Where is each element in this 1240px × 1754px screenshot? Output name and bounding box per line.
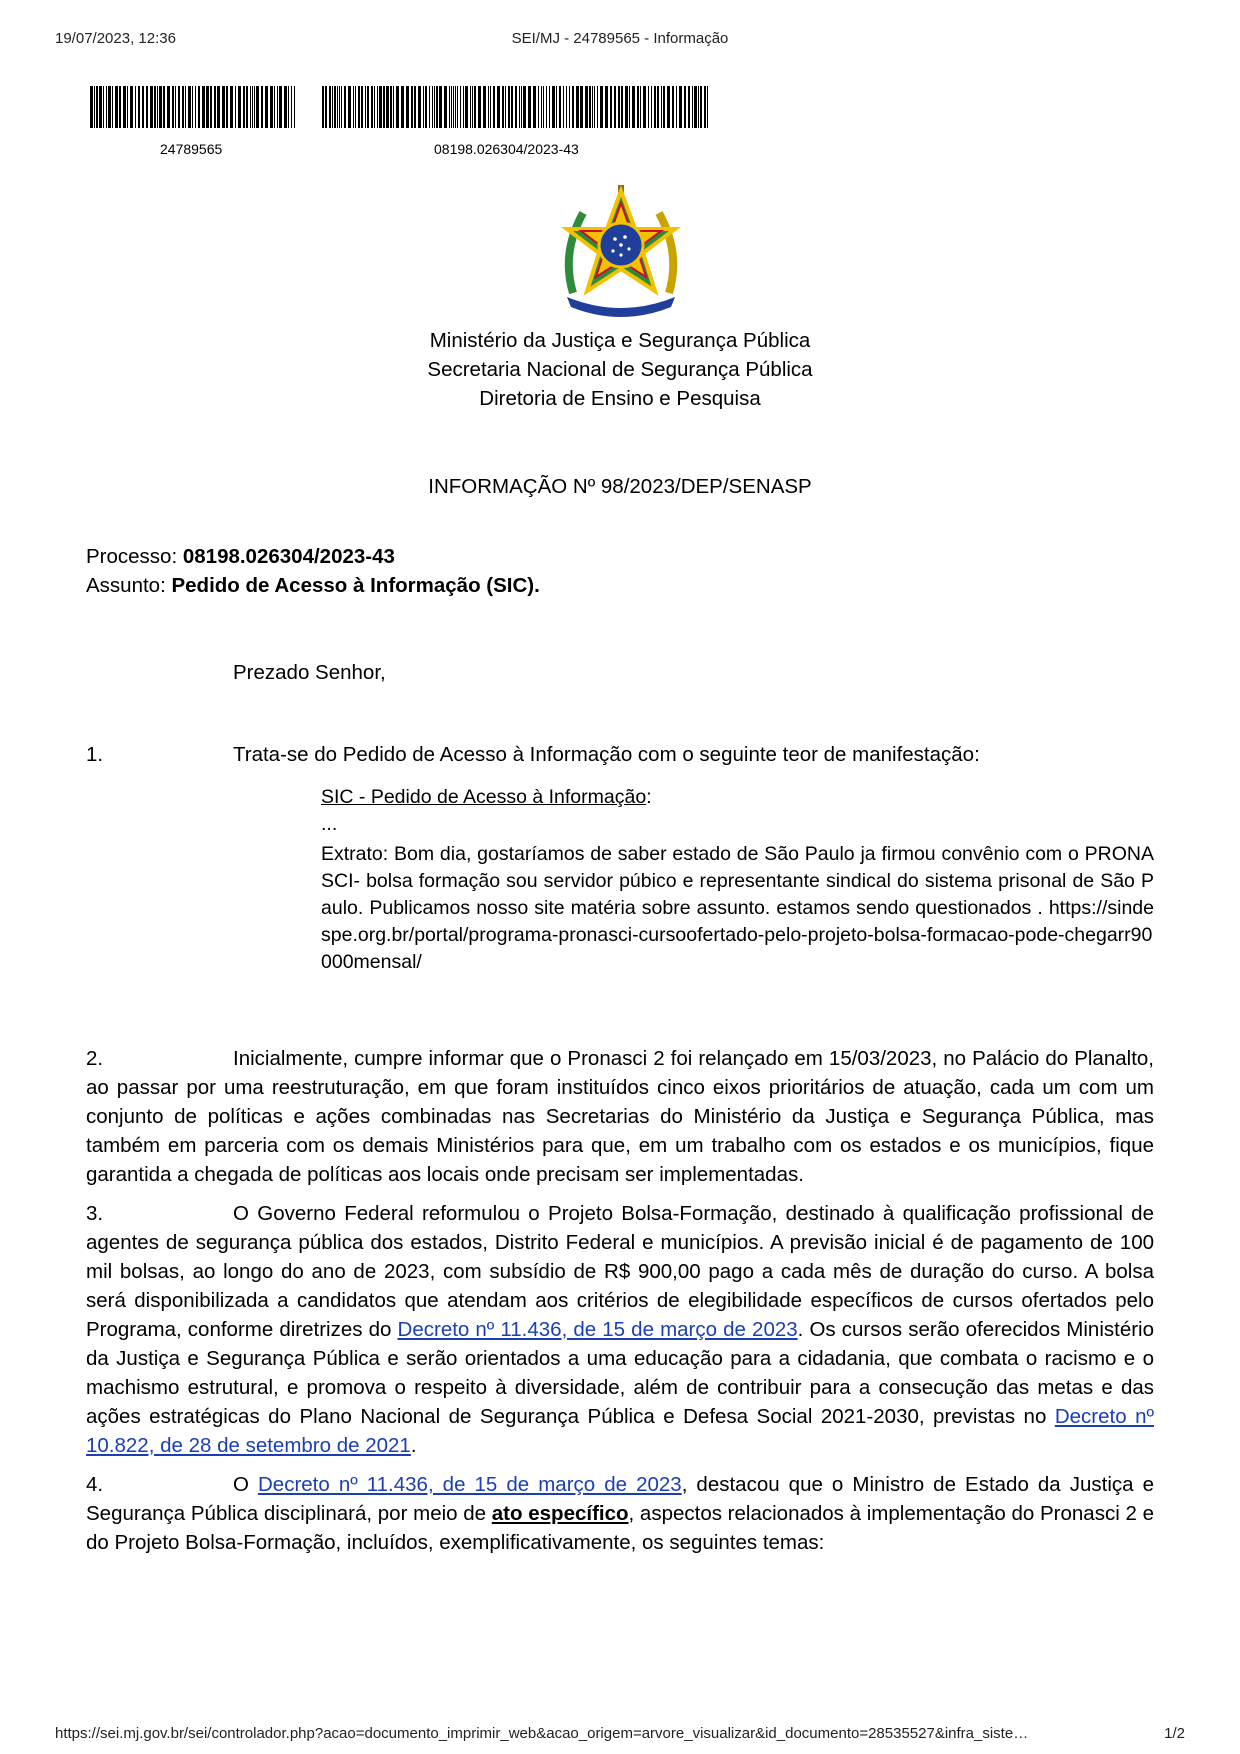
barcode-bar xyxy=(367,86,369,128)
barcode-bar xyxy=(474,86,476,128)
barcode-bar xyxy=(230,86,233,128)
barcode-bar xyxy=(580,86,583,128)
barcode-bar xyxy=(96,86,98,128)
barcode-bar xyxy=(235,86,236,128)
barcode-bar xyxy=(374,86,375,128)
paragraph-number: 2. xyxy=(86,1047,104,1070)
barcode-bar xyxy=(115,86,118,128)
barcode-bar xyxy=(519,86,520,128)
barcode-bar xyxy=(167,86,170,128)
barcode-bar xyxy=(256,86,259,128)
process-number-label: 08198.026304/2023-43 xyxy=(434,141,579,157)
barcode-bar xyxy=(341,86,342,128)
barcode-bar xyxy=(698,86,699,128)
barcode-bar xyxy=(159,86,162,128)
barcode-bar xyxy=(508,86,510,128)
barcode-bar xyxy=(348,86,351,128)
barcode-bar xyxy=(243,86,245,128)
barcode-bar xyxy=(432,86,433,128)
barcode-bar xyxy=(202,86,205,128)
barcode-bar xyxy=(353,86,354,128)
barcode-bar xyxy=(490,86,491,128)
barcode-bar xyxy=(610,86,612,128)
barcode-bar xyxy=(344,86,346,128)
barcode-bar xyxy=(589,86,591,128)
barcode-bar xyxy=(222,86,225,128)
paragraph-text: . xyxy=(410,1434,417,1457)
page-number: 1/2 xyxy=(1164,1725,1185,1742)
barcode-bar xyxy=(605,86,608,128)
decree-11436-link[interactable]: Decreto nº 11.436, de 15 de março de 2023 xyxy=(258,1473,682,1496)
barcode-bar xyxy=(425,86,427,128)
paragraph-text: O xyxy=(233,1473,258,1496)
document-number-label: 24789565 xyxy=(160,141,223,157)
paragraph-text: . Os cursos serão oferecidos Ministério da Justiça e Segurança Pública e serão orientados a uma educação para a cidadania, que combata o racismo e o machismo estrutural, e promova o respeito à diversidade, além de contribuir para a consecução das metas e das ações estratégicas do Plano Nacional de Segurança Pública e Defesa Social 2021-2030, previstas no xyxy=(86,1318,1155,1428)
barcode-bar xyxy=(185,86,186,128)
barcode-bar xyxy=(460,86,461,128)
body-paragraphs xyxy=(86,1044,1154,1567)
barcode-bar xyxy=(339,86,340,128)
barcode-bar xyxy=(597,86,598,128)
barcode-bar xyxy=(457,86,458,128)
barcode-bar xyxy=(195,86,196,128)
barcode-bar xyxy=(465,86,468,128)
barcode-bar xyxy=(552,86,555,128)
barcode-bar xyxy=(108,86,111,128)
barcode-bar xyxy=(172,86,174,128)
barcode-bar xyxy=(90,86,93,128)
barcode-bar xyxy=(470,86,471,128)
barcode-bar xyxy=(621,86,623,128)
barcode-bar xyxy=(549,86,550,128)
barcode-bar xyxy=(707,86,708,128)
barcode-bar xyxy=(175,86,176,128)
barcode-bar xyxy=(436,86,438,128)
barcode-bar xyxy=(521,86,522,128)
barcode-bar xyxy=(214,86,216,128)
barcode-bar xyxy=(672,86,674,128)
barcode-bar xyxy=(651,86,652,128)
barcode-bar xyxy=(210,86,212,128)
brazil-coat-of-arms-icon xyxy=(553,183,689,319)
quoted-request xyxy=(321,784,1154,976)
barcode-bar xyxy=(277,86,278,128)
barcode-bar xyxy=(178,86,180,128)
barcode-bar xyxy=(423,86,424,128)
barcode-bar xyxy=(663,86,665,128)
ministry-name: Ministério da Justiça e Segurança Pública xyxy=(429,329,811,352)
barcode-bar xyxy=(99,86,102,128)
barcode-bar xyxy=(684,86,686,128)
barcode-bar xyxy=(676,86,677,128)
quote-label-suffix: : xyxy=(646,786,652,808)
barcode-bar xyxy=(629,86,630,128)
barcode-bar xyxy=(444,86,447,128)
paragraph-3 xyxy=(86,1199,1154,1460)
paragraph-text: , aspectos relacionados à implementação do Pronasci 2 e do Projeto Bolsa-Formação, incluídos, exemplificativamente, os seguintes temas: xyxy=(86,1502,1154,1554)
barcode-bar xyxy=(528,86,531,128)
barcode-bar xyxy=(523,86,526,128)
barcode-bar xyxy=(563,86,564,128)
subject-line xyxy=(86,571,1154,600)
salutation: Prezado Senhor, xyxy=(233,661,386,684)
organization-header xyxy=(86,326,1154,413)
barcode-bar xyxy=(334,86,336,128)
barcode-bar xyxy=(142,86,144,128)
barcode-bar xyxy=(371,86,373,128)
barcode-bar xyxy=(226,86,228,128)
barcode-bar xyxy=(640,86,641,128)
print-title: SEI/MJ - 24789565 - Informação xyxy=(511,30,729,47)
process-line xyxy=(86,542,1154,571)
barcode-bar xyxy=(254,86,255,128)
barcode-bar xyxy=(488,86,489,128)
barcode-bar xyxy=(130,86,133,128)
barcode-bar xyxy=(188,86,191,128)
emphasis-text: ato específico xyxy=(491,1502,629,1525)
barcode-bar xyxy=(383,86,385,128)
barcode-bar xyxy=(393,86,394,128)
barcode-bar xyxy=(451,86,452,128)
barcode-bar xyxy=(355,86,356,128)
barcode-bar xyxy=(288,86,289,128)
barcode-bar xyxy=(637,86,639,128)
paragraph-2 xyxy=(86,1044,1154,1189)
barcode-bar xyxy=(679,86,682,128)
barcode-bar xyxy=(694,86,697,128)
barcode-bar xyxy=(453,86,454,128)
barcode-bar xyxy=(322,86,324,128)
barcode-bar xyxy=(246,86,248,128)
barcode-bar xyxy=(119,86,121,128)
barcode-bar xyxy=(157,86,158,128)
barcode-bar xyxy=(206,86,209,128)
decree-11436-link[interactable]: Decreto nº 11.436, de 15 de março de 2023 xyxy=(397,1318,798,1341)
barcode-bar xyxy=(463,86,464,128)
paragraph-text: Trata-se do Pedido de Acesso à Informação com o seguinte teor de manifestação: xyxy=(233,743,980,766)
barcode-bar xyxy=(163,86,165,128)
document-meta xyxy=(86,542,1154,600)
barcode-bar xyxy=(449,86,450,128)
barcode-bar xyxy=(250,86,251,128)
subject-label: Assunto: xyxy=(86,574,166,597)
barcode-bar xyxy=(585,86,588,128)
document-barcode xyxy=(90,86,295,128)
barcode-bar xyxy=(511,86,513,128)
barcode-bar xyxy=(332,86,333,128)
barcode-bar xyxy=(270,86,273,128)
barcode-bar xyxy=(182,86,184,128)
barcode-bar xyxy=(618,86,620,128)
barcode-bar xyxy=(252,86,253,128)
decree-10822-link[interactable]: Decreto nº 10.822, de 28 de setembro de 2021 xyxy=(86,1405,1154,1457)
barcode-bar xyxy=(643,86,646,128)
barcode-bar xyxy=(325,86,327,128)
barcode-bar xyxy=(123,86,126,128)
process-value: 08198.026304/2023-43 xyxy=(182,545,395,568)
barcode-bar xyxy=(396,86,399,128)
print-header xyxy=(55,30,1185,50)
barcode-bar xyxy=(294,86,295,128)
paragraph-number: 3. xyxy=(86,1202,104,1225)
barcode-bar xyxy=(401,86,404,128)
barcode-bar xyxy=(688,86,690,128)
quote-header xyxy=(321,784,1154,811)
secretariat-name: Secretaria Nacional de Segurança Pública xyxy=(427,358,813,381)
barcode-bar xyxy=(386,86,389,128)
subject-value: Pedido de Acesso à Informação (SIC). xyxy=(171,574,540,597)
paragraph-text: , destacou que o Ministro de Estado da Justiça e Segurança Pública disciplinará, por meio de xyxy=(86,1473,1154,1525)
barcode-bar xyxy=(543,86,544,128)
barcode-bar xyxy=(146,86,148,128)
barcode-bar xyxy=(198,86,200,128)
barcode-bar xyxy=(358,86,360,128)
barcode-bar xyxy=(112,86,113,128)
page-url: https://sei.mj.gov.br/sei/controlador.php?acao=documento_imprimir_web&acao_origem=arvore_visualizar&id_documento=28535527&infra_siste… xyxy=(55,1725,1029,1742)
quote-label: SIC - Pedido de Acesso à Informação xyxy=(321,786,647,808)
barcode-bar xyxy=(284,86,287,128)
barcode-bar xyxy=(103,86,104,128)
barcode-bar xyxy=(692,86,693,128)
barcode-bar xyxy=(379,86,382,128)
barcode-bar xyxy=(592,86,593,128)
barcode-bar xyxy=(217,86,220,128)
barcode-bar xyxy=(127,86,128,128)
barcode-bar xyxy=(455,86,456,128)
barcode-bar xyxy=(483,86,486,128)
barcode-bar xyxy=(265,86,268,128)
paragraph-4 xyxy=(86,1470,1154,1557)
quote-ellipsis: ... xyxy=(321,813,338,835)
barcode-bar xyxy=(406,86,409,128)
barcode-bar xyxy=(657,86,659,128)
paragraph-number: 4. xyxy=(86,1473,104,1496)
barcode-bar xyxy=(538,86,539,128)
barcode-bar xyxy=(661,86,662,128)
barcode-bar xyxy=(365,86,366,128)
barcode-bar xyxy=(434,86,435,128)
barcode-bar xyxy=(337,86,338,128)
barcode-bar xyxy=(700,86,702,128)
barcode-bar xyxy=(572,86,574,128)
barcode-bar xyxy=(154,86,156,128)
barcode-bar xyxy=(704,86,706,128)
barcode-bar xyxy=(632,86,635,128)
barcode-bar xyxy=(515,86,517,128)
barcode-bar xyxy=(600,86,603,128)
barcode-bar xyxy=(546,86,547,128)
barcode-bar xyxy=(418,86,421,128)
barcode-bar xyxy=(274,86,275,128)
barcode-bar xyxy=(439,86,442,128)
barcode-bar xyxy=(497,86,500,128)
barcode-bar xyxy=(279,86,282,128)
barcode-bar xyxy=(329,86,331,128)
barcode-bar xyxy=(390,86,392,128)
barcode-bar xyxy=(654,86,656,128)
barcode-bar xyxy=(566,86,567,128)
barcode-bar xyxy=(429,86,430,128)
barcode-bar xyxy=(559,86,561,128)
barcode-bar xyxy=(505,86,506,128)
quote-extract: Extrato: Bom dia, gostaríamos de saber estado de São Paulo ja firmou convênio com o PRONASCI- bolsa formação sou servidor púbico e representante sindical do sistema prisonal de São Paulo. Publicamos nosso site matéria sobre assunto. estamos sendo questionados . https://sindespe.org.br/portal/programa-pronasci-cursoofertado-pelo-projeto-bolsa-formacao-pode-chegarr90000mensal/ xyxy=(321,843,1154,973)
barcode-bar xyxy=(94,86,95,128)
barcode-bar xyxy=(648,86,649,128)
barcode-bar xyxy=(414,86,416,128)
barcode-bar xyxy=(472,86,473,128)
barcode-bar xyxy=(261,86,263,128)
barcode-bar xyxy=(493,86,495,128)
barcode-bar xyxy=(594,86,595,128)
barcode-bar xyxy=(377,86,378,128)
barcode-bar xyxy=(192,86,193,128)
barcode-bar xyxy=(569,86,570,128)
barcode-bar xyxy=(411,86,413,128)
barcode-bar xyxy=(478,86,481,128)
barcode-bar xyxy=(238,86,241,128)
barcode-bar xyxy=(361,86,363,128)
barcode-bar xyxy=(135,86,136,128)
barcode-bar xyxy=(667,86,670,128)
barcode-bar xyxy=(138,86,140,128)
document-title: INFORMAÇÃO Nº 98/2023/DEP/SENASP xyxy=(428,475,812,498)
paragraph-number: 1. xyxy=(86,743,104,766)
barcode-bar xyxy=(614,86,616,128)
barcode-bar xyxy=(541,86,542,128)
process-label: Processo: xyxy=(86,545,178,568)
barcode-bar xyxy=(502,86,504,128)
directorate-name: Diretoria de Ensino e Pesquisa xyxy=(479,387,761,410)
barcode-bar xyxy=(625,86,628,128)
barcode-bar xyxy=(106,86,107,128)
print-datetime: 19/07/2023, 12:36 xyxy=(55,30,176,47)
paragraph-text: O Governo Federal reformulou o Projeto Bolsa-Formação, destinado à qualificação profissional de agentes de segurança pública dos estados, Distrito Federal e municípios. A previsão inicial é de pagamento de 100 mil bolsas, ao longo do ano de 2023, com subsídio de R$ 900,00 pago a cada mês de duração do curso. A bolsa será disponibilizada a candidatos que atendam aos critérios de elegibilidade específicos de cursos ofertados pelo Programa, conforme diretrizes do xyxy=(86,1202,1154,1341)
barcode-bar xyxy=(556,86,557,128)
barcode-bar xyxy=(150,86,153,128)
barcode-bar xyxy=(533,86,536,128)
process-barcode xyxy=(322,86,709,128)
paragraph-text: Inicialmente, cumpre informar que o Pronasci 2 foi relançado em 15/03/2023, no Palácio do Planalto, ao passar por uma reestruturação, em que foram instituídos cinco eixos prioritários de atuação, cada um com um conjunto de políticas e ações combinadas nas Secretarias do Ministério da Justiça e Segurança Pública, mas também em parceria com os demais Ministérios para que, em um trabalho com os estados e os municípios, fique garantida a chegada de políticas aos locais onde precisam ser implementadas. xyxy=(86,1047,1154,1186)
barcode-bar xyxy=(291,86,292,128)
barcode-bar xyxy=(576,86,579,128)
